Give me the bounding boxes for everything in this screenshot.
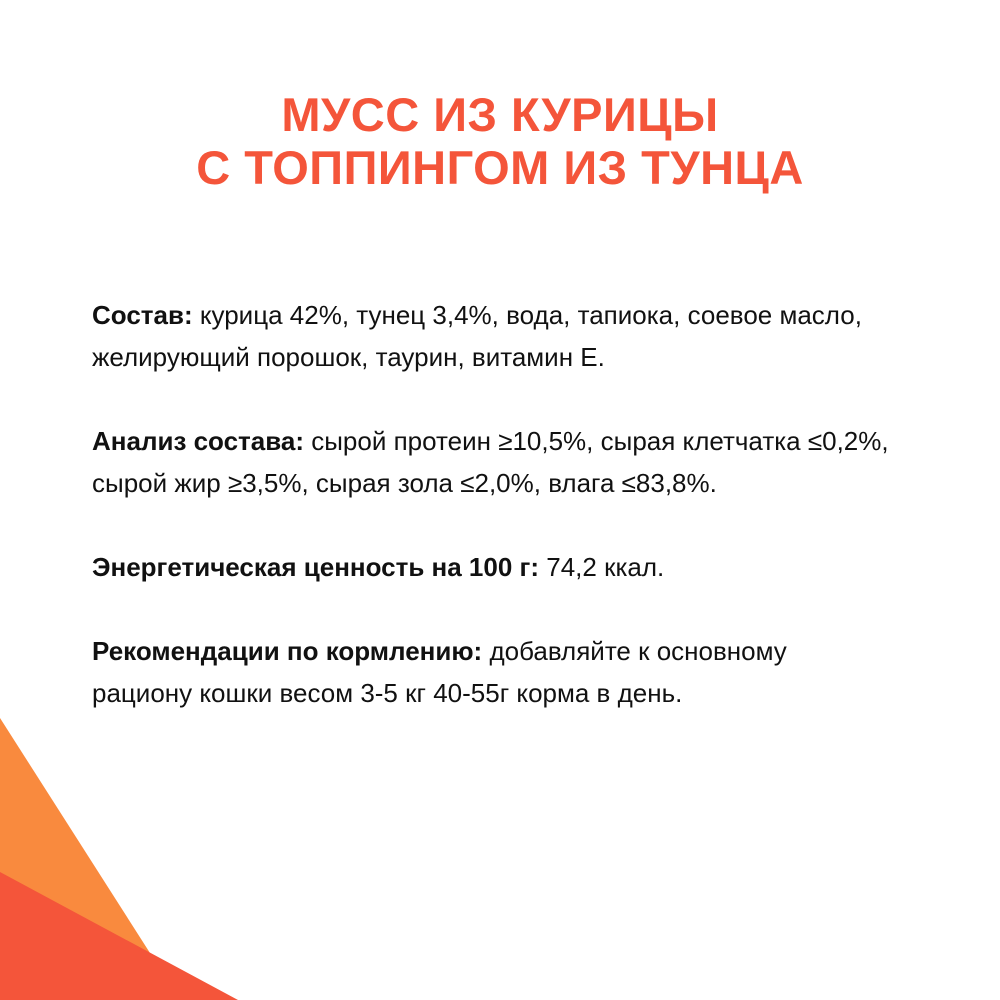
title-line-2: С ТОППИНГОМ ИЗ ТУНЦА	[196, 141, 804, 194]
feeding-label: Рекомендации по кормлению:	[92, 636, 483, 666]
feeding-section	[92, 630, 892, 714]
analysis-text: сырой протеин ≥10,5%, сырая клетчатка ≤0,2%, сырой жир ≥3,5%, сырая зола ≤2,0%, влага ≤83,8%.	[92, 426, 889, 498]
composition-section	[92, 294, 892, 378]
energy-text: 74,2 ккал.	[539, 552, 665, 582]
composition-label: Состав:	[92, 300, 193, 330]
energy-label: Энергетическая ценность на 100 г:	[92, 552, 540, 582]
page-title	[0, 88, 1000, 194]
analysis-label: Анализ состава:	[92, 426, 304, 456]
analysis-section	[92, 420, 892, 504]
product-description	[92, 294, 892, 756]
orange-triangle-shape	[0, 718, 180, 1000]
energy-section	[92, 546, 892, 588]
composition-text: курица 42%, тунец 3,4%, вода, тапиока, соевое масло, желирующий порошок, таурин, витамин Е.	[92, 300, 862, 372]
red-triangle-shape	[0, 872, 238, 1000]
feeding-text: добавляйте к основному рациону кошки весом 3-5 кг 40-55г корма в день.	[92, 636, 787, 708]
title-line-1: МУСС ИЗ КУРИЦЫ	[281, 88, 719, 141]
